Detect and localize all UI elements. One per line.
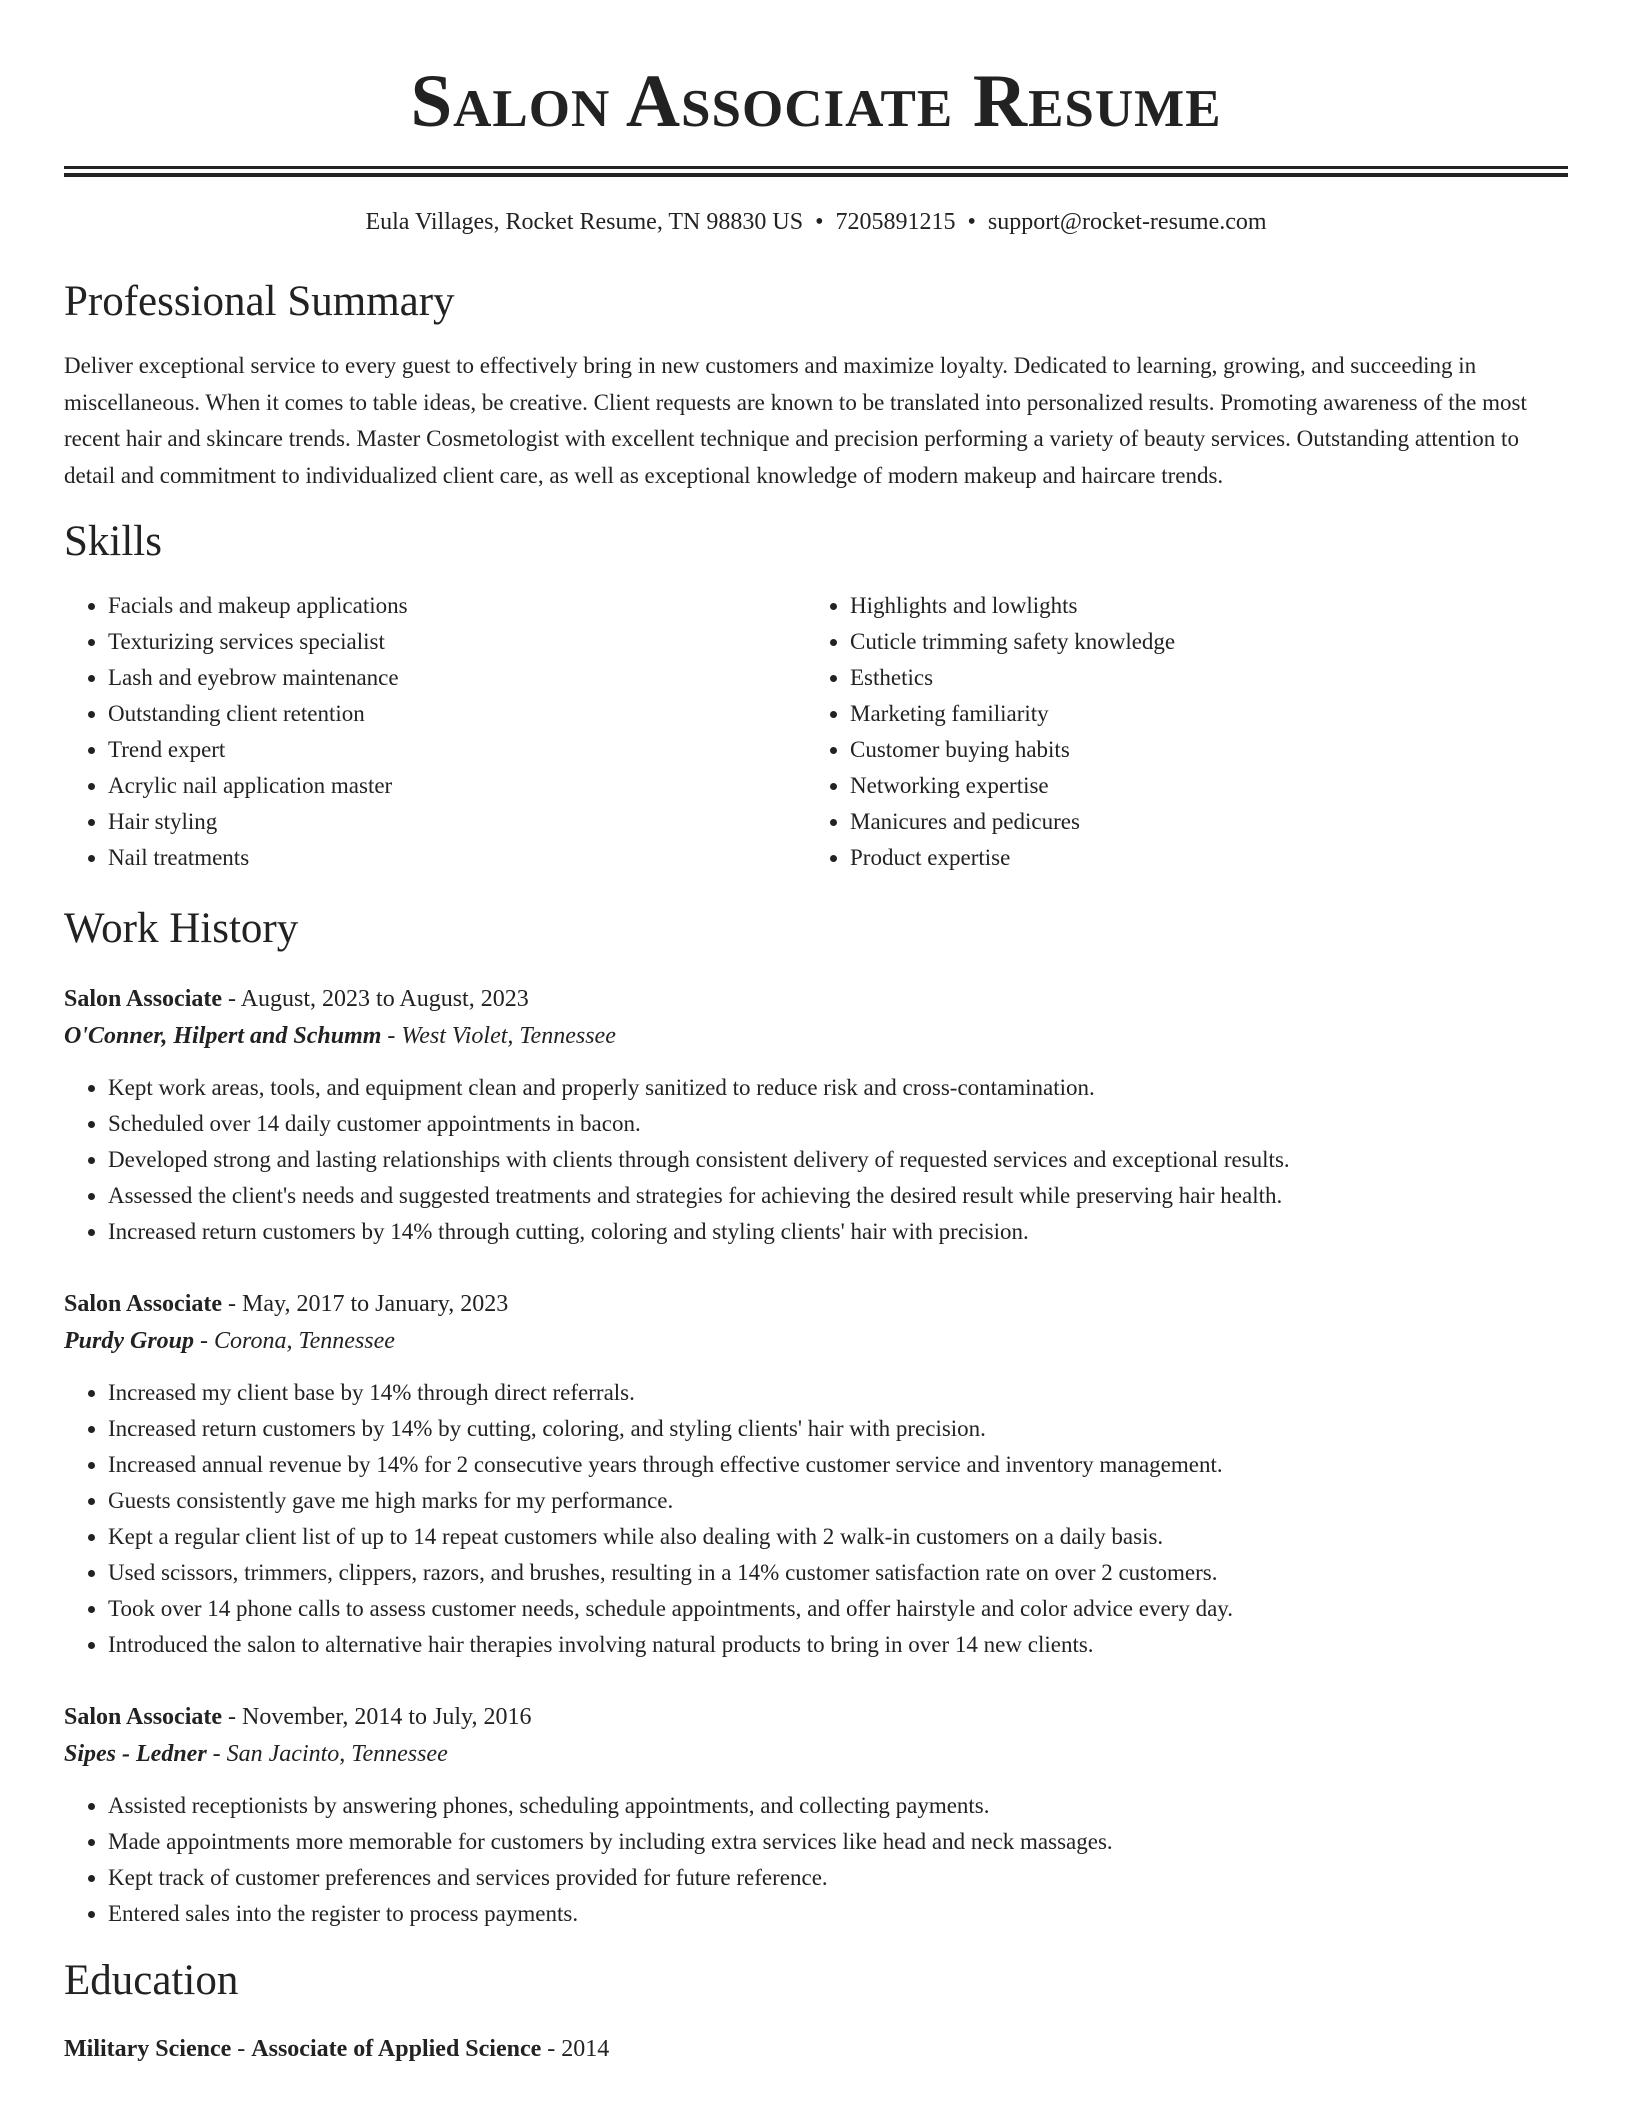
job-bullet: • Made appointments more memorable for customers by including extra services like head and neck massages. [108, 1824, 1568, 1860]
job-company-line: O'Conner, Hilpert and Schumm - West Violet, Tennessee [64, 1023, 616, 1049]
skill-item: • Cuticle trimming safety knowledge [850, 624, 1568, 660]
job-location: West Violet, Tennessee [401, 1023, 616, 1049]
job-bullet: • Increased return customers by 14% by cutting, coloring, and styling clients' hair with precision. [108, 1411, 1568, 1447]
job-bullet: • Kept track of customer preferences and services provided for future reference. [108, 1860, 1568, 1896]
education-entry: Military Science - Associate of Applied Science - 2014 [64, 2036, 610, 2062]
skill-item: • Outstanding client retention [108, 696, 806, 732]
skill-item: • Hair styling [108, 804, 806, 840]
education-heading: Education [64, 1957, 239, 2004]
contact-separator: • [967, 209, 976, 235]
education-school: Military Science [64, 2036, 232, 2062]
job-bullet: • Assessed the client's needs and suggested treatments and strategies for achieving the desired result while preserving hair health. [108, 1178, 1568, 1214]
job-location: San Jacinto, Tennessee [226, 1741, 448, 1767]
job-bullet: • Increased my client base by 14% through direct referrals. [108, 1375, 1568, 1411]
job-company: O'Conner, Hilpert and Schumm [64, 1023, 382, 1049]
job-bullet: • Introduced the salon to alternative hair therapies involving natural products to bring in over 14 new clients. [108, 1627, 1568, 1663]
skill-item: • Customer buying habits [850, 732, 1568, 768]
skill-item: • Marketing familiarity [850, 696, 1568, 732]
contact-separator: • [815, 209, 824, 235]
job-entry [64, 981, 1568, 1250]
job-bullet: • Scheduled over 14 daily customer appointments in bacon. [108, 1106, 1568, 1142]
summary-text: Deliver exceptional service to every guest to effectively bring in new customers and maximize loyalty. Dedicated to learning, growing, and succeeding in miscellaneous. When it comes to table ideas, be creative. Client requests are known to be translated into personalized results. Promoting awareness of the most recent hair and skincare trends. Master Cosmetologist with excellent technique and precision performing a variety of beauty services. Outstanding attention to detail and commitment to individualized client care, as well as exceptional knowledge of modern makeup and haircare trends. [64, 353, 1527, 488]
job-dates: May, 2017 to January, 2023 [242, 1291, 509, 1317]
job-role: Salon Associate [64, 1291, 223, 1317]
job-bullet: • Increased return customers by 14% through cutting, coloring and styling clients' hair with precision. [108, 1214, 1568, 1250]
job-bullet: • Increased annual revenue by 14% for 2 consecutive years through effective customer service and inventory management. [108, 1447, 1568, 1483]
skill-item: • Nail treatments [108, 840, 806, 876]
job-bullet: • Assisted receptionists by answering phones, scheduling appointments, and collecting payments. [108, 1788, 1568, 1824]
skill-item: • Product expertise [850, 840, 1568, 876]
contact-email: support@rocket-resume.com [987, 209, 1267, 235]
education-year: 2014 [561, 2036, 610, 2062]
job-bullet: • Kept a regular client list of up to 14 repeat customers while also dealing with 2 walk-in customers on a daily basis. [108, 1519, 1568, 1555]
job-bullet: • Guests consistently gave me high marks for my performance. [108, 1483, 1568, 1519]
skill-item: • Acrylic nail application master [108, 768, 806, 804]
skill-item: • Texturizing services specialist [108, 624, 806, 660]
job-bullet: • Kept work areas, tools, and equipment clean and properly sanitized to reduce risk and cross-contamination. [108, 1070, 1568, 1106]
job-company-line: Purdy Group - Corona, Tennessee [64, 1328, 395, 1354]
job-location: Corona, Tennessee [214, 1328, 395, 1354]
job-title-line: Salon Associate - May, 2017 to January, 2023 [64, 1291, 509, 1317]
job-role: Salon Associate [64, 986, 223, 1012]
skills-columns [64, 588, 1568, 876]
job-company: Purdy Group [64, 1328, 195, 1354]
contact-phone: 7205891215 [835, 209, 956, 235]
contact-line [64, 206, 1568, 238]
education-degree: Associate of Applied Science [251, 2036, 542, 2062]
work-history-heading: Work History [64, 905, 299, 952]
skill-item: • Highlights and lowlights [850, 588, 1568, 624]
job-company: Sipes - Ledner [64, 1741, 207, 1767]
job-bullet: • Developed strong and lasting relationships with clients through consistent delivery of requested services and exceptional results. [108, 1142, 1568, 1178]
job-dates: August, 2023 to August, 2023 [240, 986, 529, 1012]
job-bullet: • Used scissors, trimmers, clippers, razors, and brushes, resulting in a 14% customer satisfaction rate on over 2 customers. [108, 1555, 1568, 1591]
skills-list-right [806, 588, 1568, 876]
job-title-line: Salon Associate - August, 2023 to August, 2023 [64, 986, 529, 1012]
job-bullet: • Entered sales into the register to process payments. [108, 1896, 1568, 1932]
skill-item: • Esthetics [850, 660, 1568, 696]
job-bullets [64, 1070, 1568, 1250]
job-entry [64, 1286, 1568, 1663]
page-title: Salon Associate Resume [410, 60, 1222, 143]
job-title-line: Salon Associate - November, 2014 to July, 2016 [64, 1704, 532, 1730]
title-divider [64, 166, 1568, 169]
job-role: Salon Associate [64, 1704, 223, 1730]
skill-item: • Networking expertise [850, 768, 1568, 804]
skill-item: • Facials and makeup applications [108, 588, 806, 624]
job-dates: November, 2014 to July, 2016 [242, 1704, 532, 1730]
skills-list-left [64, 588, 806, 876]
skill-item: • Trend expert [108, 732, 806, 768]
skills-heading: Skills [64, 518, 162, 565]
job-company-line: Sipes - Ledner - San Jacinto, Tennessee [64, 1741, 448, 1767]
job-bullets [64, 1375, 1568, 1663]
job-entry [64, 1699, 1568, 1932]
skill-item: • Lash and eyebrow maintenance [108, 660, 806, 696]
skill-item: • Manicures and pedicures [850, 804, 1568, 840]
summary-heading: Professional Summary [64, 278, 455, 325]
job-bullets [64, 1788, 1568, 1932]
contact-address: Eula Villages, Rocket Resume, TN 98830 US [365, 209, 804, 235]
job-bullet: • Took over 14 phone calls to assess customer needs, schedule appointments, and offer hairstyle and color advice every day. [108, 1591, 1568, 1627]
